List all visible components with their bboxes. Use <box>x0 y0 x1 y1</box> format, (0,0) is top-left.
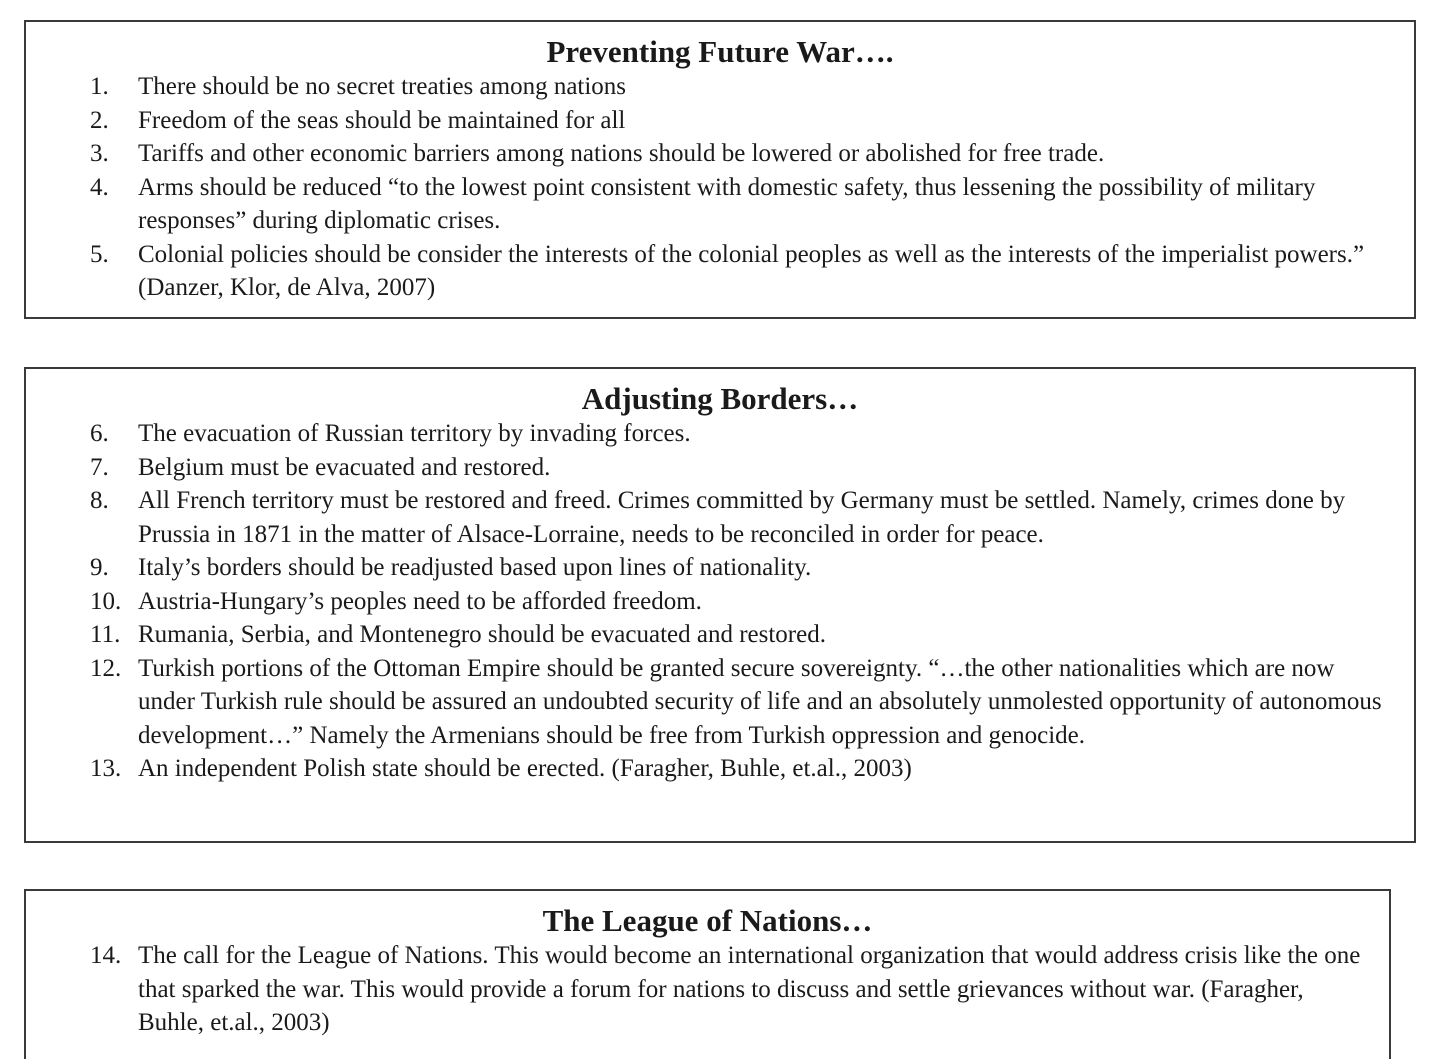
item-number: 10. <box>90 587 122 615</box>
list-item <box>26 171 1394 238</box>
item-text: Belgium must be evacuated and restored. <box>138 453 551 481</box>
item-number: 14. <box>90 942 122 969</box>
item-text: Colonial policies should be consider the interests of the colonial peoples as well as the interests of the imperialist powers.” (Danzer, Klor, de Alva, 2007) <box>138 240 1365 301</box>
list-item <box>26 137 1394 171</box>
item-list <box>26 417 1414 786</box>
section-title: Adjusting Borders… <box>581 381 859 416</box>
item-number: 8. <box>90 487 109 514</box>
item-list <box>26 70 1414 305</box>
item-number: 5. <box>90 240 109 268</box>
section-adjusting-borders <box>24 367 1416 843</box>
list-item <box>26 652 1394 753</box>
item-text: The call for the League of Nations. This would become an international organization that would address crisis like the one that sparked the war. This would provide a forum for nations to discuss and settle grievances without war. (Faragher, Buhle, et.al., 2003) <box>138 942 1361 1036</box>
item-number: 12. <box>90 654 122 682</box>
section-title: Preventing Future War…. <box>546 34 894 69</box>
item-text: Freedom of the seas should be maintained for all <box>138 106 626 134</box>
item-list <box>26 939 1389 1040</box>
section-preventing-future-war <box>24 20 1416 319</box>
item-text: Turkish portions of the Ottoman Empire should be granted secure sovereignty. “…the other nationalities which are now under Turkish rule should be assured an undoubted security of life and an absolutely unmolested opportunity of autonomous development…” Namely the Armenians should be free from Turkish oppression and genocide. <box>138 654 1382 749</box>
item-number: 11. <box>90 621 121 648</box>
list-item <box>26 70 1394 104</box>
item-number: 2. <box>90 106 109 134</box>
item-number: 1. <box>90 73 109 100</box>
list-item <box>26 752 1394 786</box>
item-text: All French territory must be restored and freed. Crimes committed by Germany must be settled. Namely, crimes done by Prussia in 1871 in the matter of Alsace-Lorraine, needs to be reconciled in order for peace. <box>138 487 1346 548</box>
item-text: Arms should be reduced “to the lowest point consistent with domestic safety, thus lessening the possibility of military responses” during diplomatic crises. <box>138 173 1316 234</box>
item-number: 3. <box>90 140 109 167</box>
list-item <box>26 585 1394 619</box>
item-text: Rumania, Serbia, and Montenegro should be evacuated and restored. <box>138 621 826 648</box>
list-item <box>26 417 1394 451</box>
item-number: 9. <box>90 554 109 581</box>
list-item <box>26 238 1394 305</box>
item-text: Austria-Hungary’s peoples need to be afforded freedom. <box>138 587 702 615</box>
list-item <box>26 484 1394 551</box>
list-item <box>26 939 1369 1040</box>
list-item <box>26 451 1394 485</box>
item-text: Italy’s borders should be readjusted based upon lines of nationality. <box>138 554 812 581</box>
item-number: 4. <box>90 173 109 201</box>
item-text: Tariffs and other economic barriers among nations should be lowered or abolished for free trade. <box>138 140 1105 167</box>
list-item <box>26 104 1394 138</box>
section-league-of-nations <box>24 889 1391 1059</box>
item-number: 13. <box>90 755 122 782</box>
item-number: 7. <box>90 453 109 481</box>
item-text: An independent Polish state should be erected. (Faragher, Buhle, et.al., 2003) <box>138 755 912 782</box>
item-number: 6. <box>90 420 109 447</box>
item-text: The evacuation of Russian territory by invading forces. <box>138 420 691 447</box>
list-item <box>26 551 1394 585</box>
list-item <box>26 618 1394 652</box>
item-text: There should be no secret treaties among nations <box>138 73 627 100</box>
section-title: The League of Nations… <box>542 903 873 938</box>
